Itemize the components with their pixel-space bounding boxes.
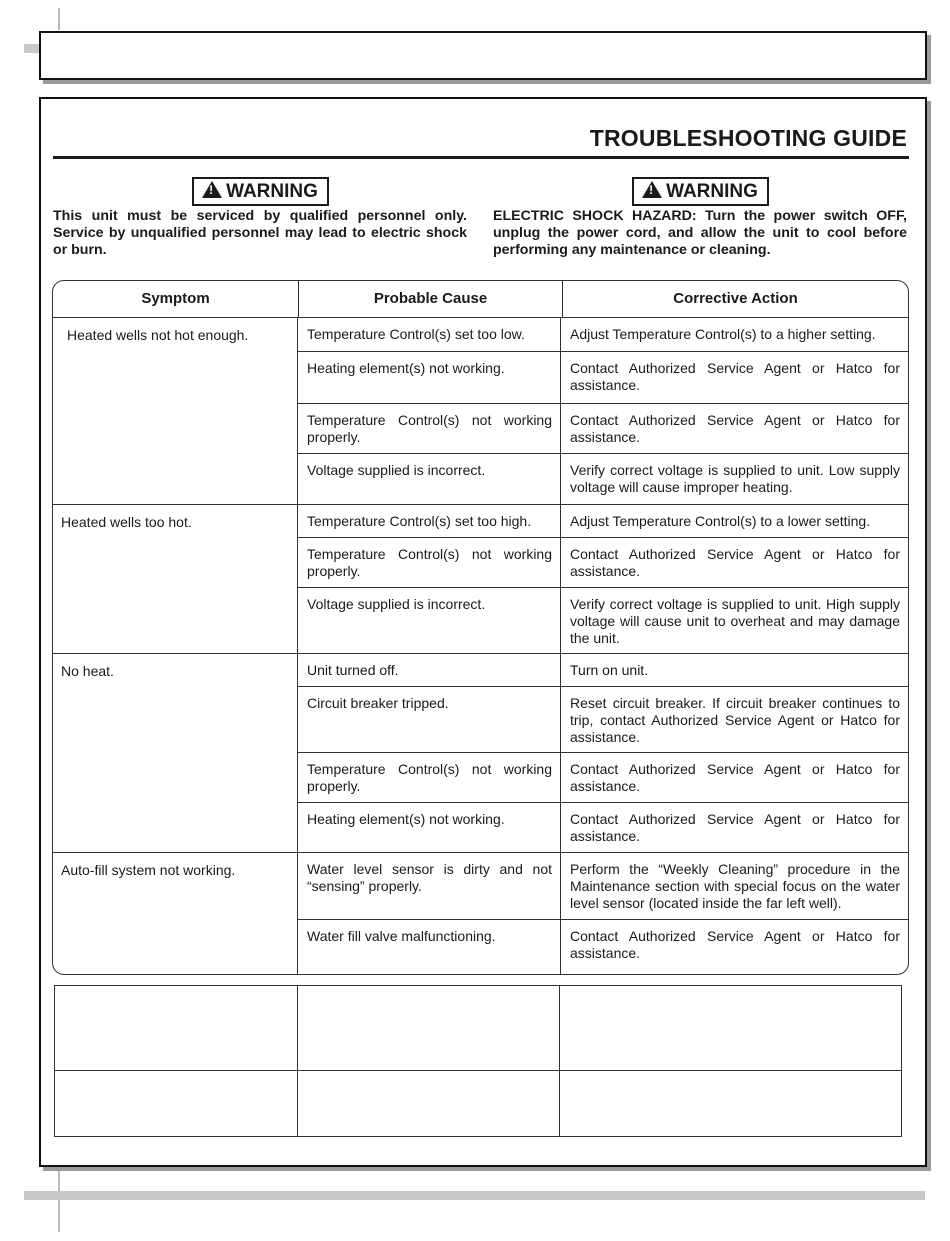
symptom-cell: Heated wells too hot.: [53, 505, 298, 653]
table-row: [298, 687, 908, 753]
warning-triangle-icon: [202, 181, 222, 198]
action-cell: Contact Authorized Service Agent or Hatco for assistance.: [570, 811, 900, 844]
cause-cell: Circuit breaker tripped.: [298, 687, 561, 752]
symptom-cell: Heated wells not hot enough.: [53, 318, 298, 504]
warning-triangle-icon: [642, 181, 662, 198]
cause-cell: Heating element(s) not working.: [298, 803, 561, 852]
action-cell: Reset circuit breaker. If circuit breaker continues to trip, contact Authorized Service Agent or Hatco for assistance.: [570, 695, 900, 745]
action-cell: Adjust Temperature Control(s) to a lower setting.: [570, 513, 871, 529]
symptom-group: [53, 654, 908, 853]
warning-text: This unit must be serviced by qualified personnel only. Service by unqualified personnel may lead to electric shock or burn.: [53, 208, 467, 258]
cause-cell: Voltage supplied is incorrect.: [298, 454, 561, 504]
table-row: [298, 588, 908, 653]
cause-cell: Temperature Control(s) not working properly.: [298, 404, 561, 453]
symptom-cell: No heat.: [53, 654, 298, 852]
action-cell: Contact Authorized Service Agent or Hatco for assistance.: [570, 360, 900, 393]
symptom-cell: Auto-fill system not working.: [53, 853, 298, 974]
page-title: TROUBLESHOOTING GUIDE: [589, 125, 907, 151]
title-rule: [53, 156, 909, 159]
table-row: [298, 404, 908, 454]
warning-badge: [192, 177, 329, 206]
table-row: [298, 505, 908, 538]
action-cell: Perform the “Weekly Cleaning” procedure in the Maintenance section with special focus on the water level sensor (located inside the far left well).: [570, 861, 900, 911]
cause-cell: Heating element(s) not working.: [298, 352, 561, 403]
warning-qualified-personnel: [53, 177, 467, 259]
cause-cell: Voltage supplied is incorrect.: [298, 588, 561, 653]
table-row: [298, 803, 908, 852]
warning-text: ELECTRIC SHOCK HAZARD: Turn the power switch OFF, unplug the power cord, and allow the unit to cool before performing any maintenance or cleaning.: [493, 208, 907, 258]
action-cell: Adjust Temperature Control(s) to a higher setting.: [570, 326, 876, 342]
header-symptom: Symptom: [53, 281, 299, 317]
warning-electric-shock: [493, 177, 907, 259]
table-row: [298, 654, 908, 687]
action-cell: Verify correct voltage is supplied to unit. High supply voltage will cause unit to overheat and may damage the unit.: [570, 596, 900, 646]
crop-mark-left: [24, 44, 40, 53]
table-row: [298, 352, 908, 404]
header-corrective-action: Corrective Action: [673, 290, 798, 307]
table-row: [298, 920, 908, 974]
action-cell: Verify correct voltage is supplied to unit. Low supply voltage will cause improper heating.: [570, 462, 900, 495]
warning-badge: [632, 177, 769, 206]
blank-table-divider: [559, 986, 560, 1136]
cause-cell: Water level sensor is dirty and not “sensing” properly.: [298, 853, 561, 919]
symptom-group: [53, 318, 908, 505]
symptom-group: [53, 853, 908, 974]
action-cell: Contact Authorized Service Agent or Hatco for assistance.: [570, 928, 900, 961]
header-box: [39, 31, 927, 80]
cause-cell: Temperature Control(s) set too low.: [298, 318, 561, 351]
page-footer-rule: [24, 1191, 925, 1200]
warning-label: WARNING: [666, 181, 758, 202]
content-box: [39, 97, 927, 1167]
blank-table-divider: [55, 1070, 901, 1071]
cause-cell: Temperature Control(s) not working properly.: [298, 753, 561, 802]
warning-label: WARNING: [226, 181, 318, 202]
table-row: [298, 538, 908, 588]
blank-table-divider: [297, 986, 298, 1136]
table-row: [298, 753, 908, 803]
table-row: [298, 318, 908, 352]
table-row: [298, 454, 908, 504]
action-cell: Contact Authorized Service Agent or Hatco for assistance.: [570, 761, 900, 794]
action-cell: Contact Authorized Service Agent or Hatco for assistance.: [570, 412, 900, 445]
crop-mark-top: [58, 8, 60, 30]
cause-cell: Temperature Control(s) set too high.: [298, 505, 561, 537]
table-header: [53, 281, 908, 318]
crop-mark-bottom: [58, 1168, 60, 1232]
action-cell: Turn on unit.: [570, 662, 649, 678]
table-row: [298, 853, 908, 920]
troubleshooting-table: [52, 280, 909, 975]
cause-cell: Unit turned off.: [298, 654, 561, 686]
action-cell: Contact Authorized Service Agent or Hatco for assistance.: [570, 546, 900, 579]
symptom-group: [53, 505, 908, 654]
header-probable-cause: Probable Cause: [299, 281, 563, 317]
blank-notes-table: [54, 985, 902, 1137]
cause-cell: Water fill valve malfunctioning.: [298, 920, 561, 974]
cause-cell: Temperature Control(s) not working properly.: [298, 538, 561, 587]
